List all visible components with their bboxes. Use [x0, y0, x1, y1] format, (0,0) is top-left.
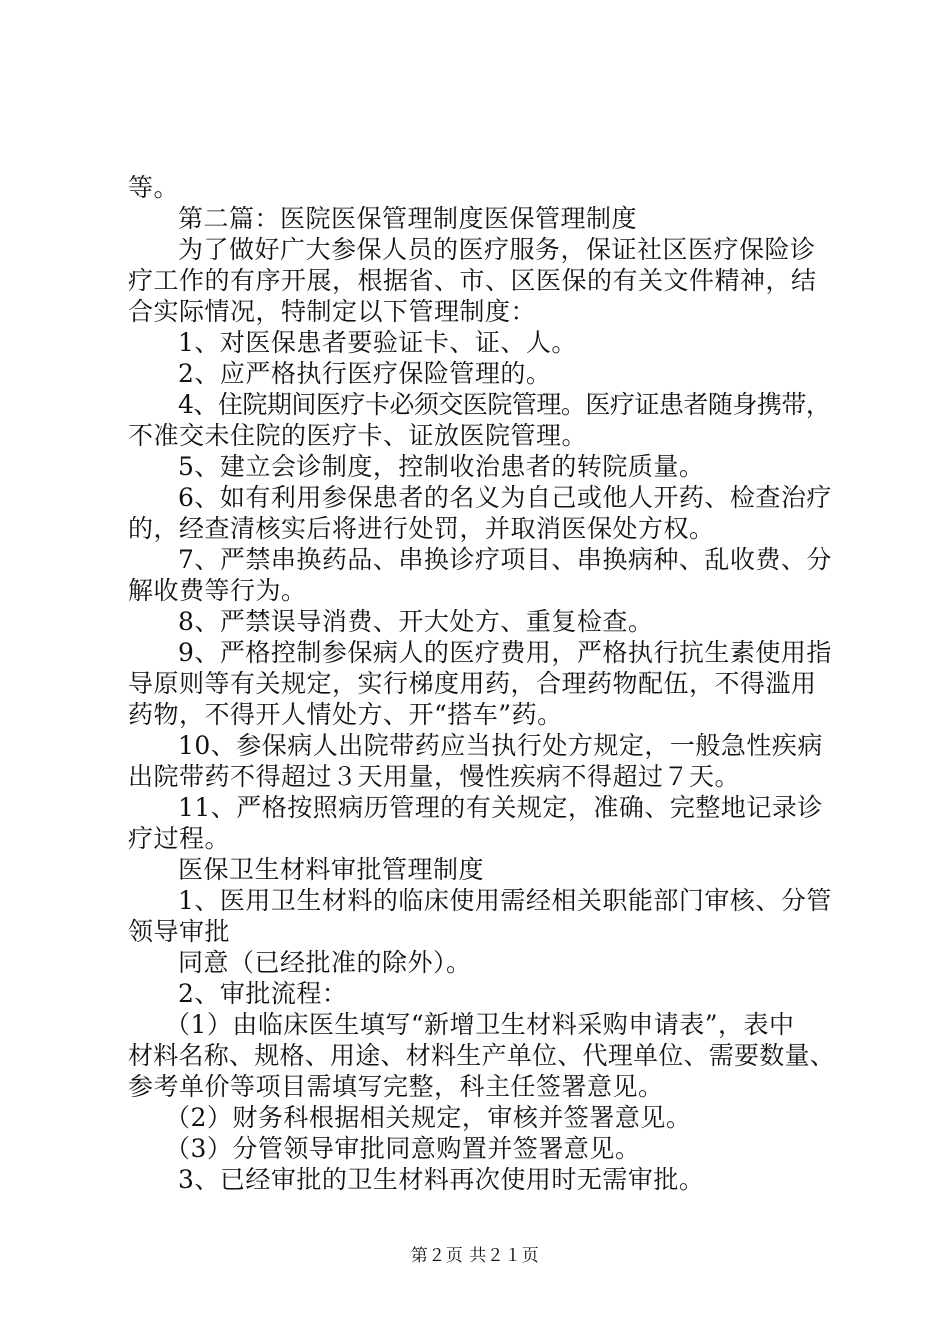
- text-line: 出院带药不得超过３天用量，慢性疾病不得超过７天。: [128, 762, 741, 791]
- text-line: （3）分管领导审批同意购置并签署意见。: [165, 1134, 641, 1163]
- text-line: 2、审批流程：: [178, 979, 348, 1008]
- text-line: 7、严禁串换药品、串换诊疗项目、串换病种、乱收费、分: [178, 545, 832, 574]
- text-line: 的，经查清核实后将进行处罚，并取消医保处方权。: [128, 514, 715, 543]
- text-line: 药物，不得开人情处方、开“搭车”药。: [128, 700, 563, 729]
- text-line: 2、应严格执行医疗保险管理的。: [178, 359, 552, 388]
- text-line: 8、严禁误导消费、开大处方、重复检查。: [178, 607, 654, 636]
- text-line: 同意（已经批准的除外）。: [178, 948, 472, 977]
- text-line: 为了做好广大参保人员的医疗服务，保证社区医疗保险诊: [178, 235, 816, 264]
- text-line: 导原则等有关规定，实行梯度用药，合理药物配伍，不得滥用: [128, 669, 817, 698]
- text-line: 参考单价等项目需填写完整，科主任签署意见。: [128, 1072, 664, 1101]
- text-line: 疗过程。: [128, 824, 231, 853]
- text-line: 等。: [128, 173, 180, 202]
- text-line: 领导审批: [128, 917, 231, 946]
- text-line: 1、医用卫生材料的临床使用需经相关职能部门审核、分管: [178, 886, 832, 915]
- text-line: 3、已经审批的卫生材料再次使用时无需审批。: [178, 1165, 705, 1194]
- text-line: 解收费等行为。: [128, 576, 307, 605]
- text-line: 4、住院期间医疗卡必须交医院管理。医疗证患者随身携带，: [178, 390, 831, 419]
- text-line: 11、严格按照病历管理的有关规定，准确、完整地记录诊: [178, 793, 823, 822]
- text-line: 材料名称、规格、用途、材料生产单位、代理单位、需要数量、: [128, 1041, 836, 1070]
- text-line: 10、参保病人出院带药应当执行处方规定，一般急性疾病: [178, 731, 823, 760]
- text-line: 9、严格控制参保病人的医疗费用，严格执行抗生素使用指: [178, 638, 832, 667]
- text-line: 合实际情况，特制定以下管理制度：: [128, 297, 537, 326]
- text-line: （2）财务科根据相关规定，审核并签署意见。: [165, 1103, 692, 1132]
- text-line: （1）由临床医生填写“新增卫生材料采购申请表”，表中: [165, 1010, 795, 1039]
- text-line: 1、对医保患者要验证卡、证、人。: [178, 328, 577, 357]
- text-line: 6、如有利用参保患者的名义为自己或他人开药、检查治疗: [178, 483, 832, 512]
- document-body: [128, 172, 836, 1195]
- text-line: 第二篇：医院医保管理制度医保管理制度: [178, 204, 638, 233]
- text-line: 医保卫生材料审批管理制度: [178, 855, 485, 884]
- text-line: 不准交未住院的医疗卡、证放医院管理。: [128, 421, 588, 450]
- page-footer: 第２页 共２１页: [410, 1246, 540, 1266]
- text-line: 5、建立会诊制度，控制收治患者的转院质量。: [178, 452, 705, 481]
- text-line: 疗工作的有序开展，根据省、市、区医保的有关文件精神，结: [128, 266, 817, 295]
